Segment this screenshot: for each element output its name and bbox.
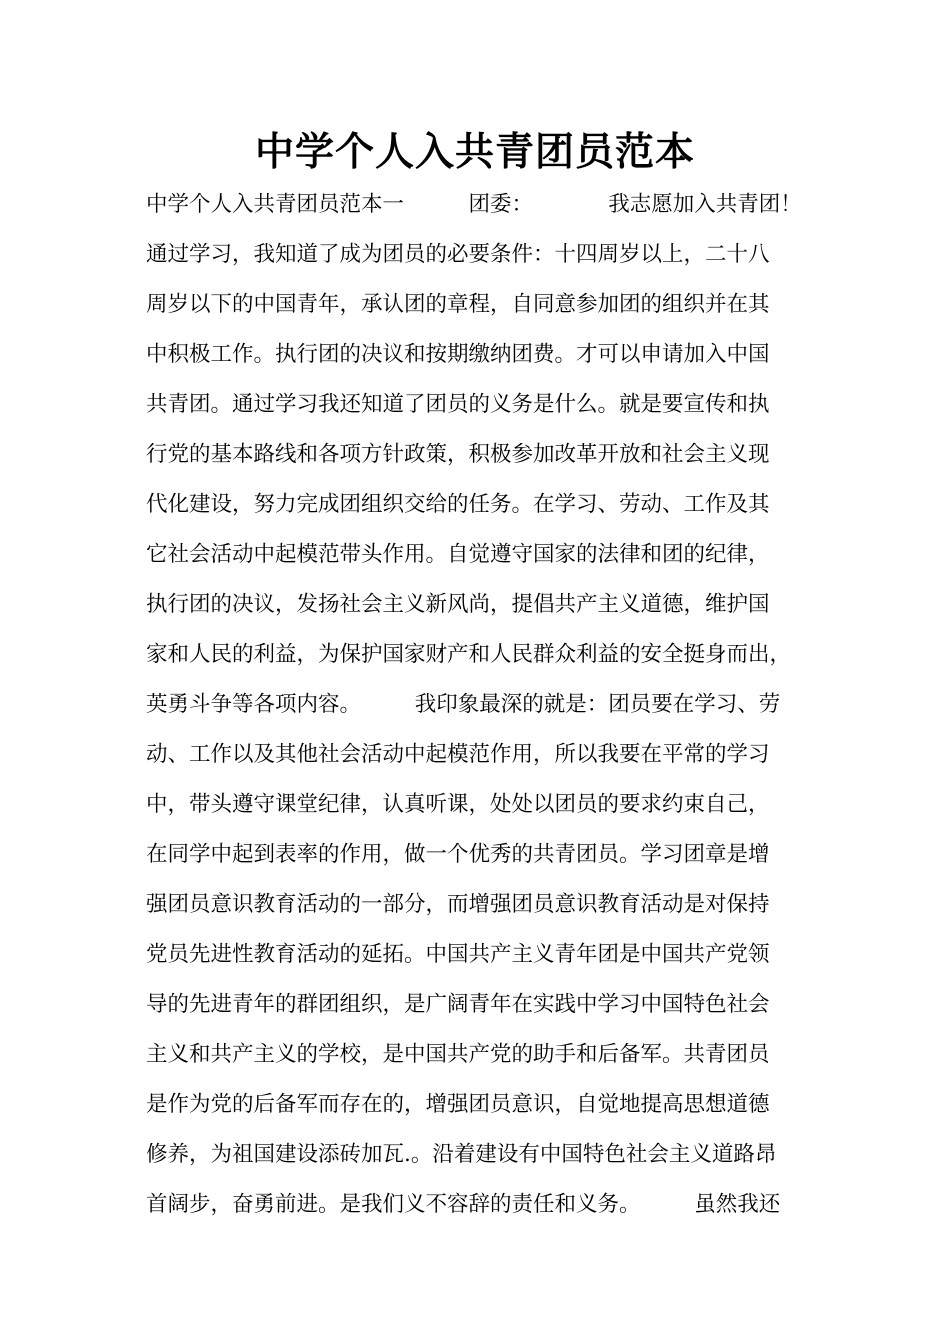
body-line: 英勇斗争等各项内容。 我印象最深的就是：团员要在学习、劳: [146, 692, 781, 717]
body-line: 家和人民的利益，为保护国家财产和人民群众利益的安全挺身而出，: [146, 642, 792, 667]
body-line: 强团员意识教育活动的一部分，而增强团员意识教育活动是对保持: [146, 892, 770, 917]
body-line: 动、工作以及其他社会活动中起模范作用，所以我要在平常的学习: [146, 742, 770, 767]
body-line: 党员先进性教育活动的延拓。中国共产主义青年团是中国共产党领: [146, 942, 770, 967]
body-line: 中学个人入共青团员范本一 团委： 我志愿加入共青团！: [146, 192, 802, 217]
body-line: 通过学习，我知道了成为团员的必要条件：十四周岁以上，二十八: [146, 242, 770, 267]
body-line: 执行团的决议，发扬社会主义新风尚，提倡共产主义道德，维护国: [146, 592, 770, 617]
body-line: 导的先进青年的群团组织，是广阔青年在实践中学习中国特色社会: [146, 992, 770, 1017]
document-title: 中学个人入共青团员范本: [254, 130, 695, 175]
body-line: 共青团。通过学习我还知道了团员的义务是什么。就是要宣传和执: [146, 392, 770, 417]
body-line: 在同学中起到表率的作用，做一个优秀的共青团员。学习团章是增: [146, 842, 770, 867]
body-line: 代化建设，努力完成团组织交给的任务。在学习、劳动、工作及其: [146, 492, 770, 517]
body-line: 首阔步，奋勇前进。是我们义不容辞的责任和义务。 虽然我还: [146, 1192, 781, 1217]
body-line: 修养，为祖国建设添砖加瓦.。沿着建设有中国特色社会主义道路昂: [146, 1142, 777, 1167]
body-line: 中，带头遵守课堂纪律，认真听课，处处以团员的要求约束自己，: [146, 792, 770, 817]
body-line: 是作为党的后备军而存在的，增强团员意识，自觉地提高思想道德: [146, 1092, 770, 1117]
body-line: 它社会活动中起模范带头作用。自觉遵守国家的法律和团的纪律，: [146, 542, 770, 567]
body-line: 行党的基本路线和各项方针政策，积极参加改革开放和社会主义现: [146, 442, 770, 467]
document-body: [146, 180, 826, 1230]
body-line: 主义和共产主义的学校，是中国共产党的助手和后备军。共青团员: [146, 1042, 770, 1067]
body-line: 周岁以下的中国青年，承认团的章程，自同意参加团的组织并在其: [146, 292, 770, 317]
body-line: 中积极工作。执行团的决议和按期缴纳团费。才可以申请加入中国: [146, 342, 770, 367]
